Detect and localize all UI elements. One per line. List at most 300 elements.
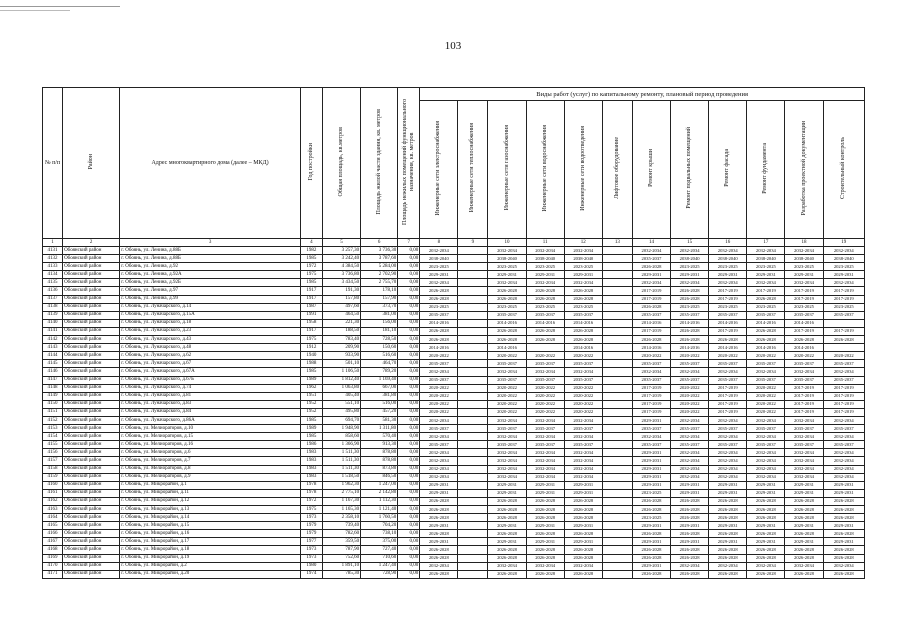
work-period-cell: 2035-2037 [823,425,864,433]
year-cell: 1985 [300,255,322,263]
header-work-label: Инженерные сети водоснабжения [541,124,548,212]
work-period-cell: 2032-2034 [526,368,564,376]
work-period-cell [602,400,632,408]
row-number-cell: 4154 [43,433,63,441]
year-cell: 1987 [300,303,322,311]
repair-plan-table [42,87,865,579]
work-period-cell: 2038-2040 [785,255,823,263]
work-period-cell: 2035-2037 [747,441,785,449]
work-period-cell: 2035-2037 [823,376,864,384]
work-period-cell: 2032-2034 [785,473,823,481]
work-period-cell: 2023-2025 [709,303,747,311]
year-cell: 1991 [300,311,322,319]
work-period-cell: 2026-2028 [420,530,458,538]
work-period-cell: 2032-2034 [823,247,864,255]
district-cell: Обоянский район [63,514,120,522]
header-nonresidential-area-label: Площадь нежилых помещений функционального назначения, кв. метров [401,98,415,225]
work-period-cell [458,344,488,352]
address-cell: г. Обоянь, ул. Микрорайон, д.11 [120,489,301,497]
work-period-cell: 2023-2025 [564,303,602,311]
work-period-cell: 2026-2028 [709,497,747,505]
living-area-cell: 727,40 [361,546,398,554]
living-area-cell: 150,60 [361,344,398,352]
work-period-cell: 2026-2028 [747,506,785,514]
work-period-cell: 2029-2031 [671,271,709,279]
column-number: 13 [602,239,632,247]
work-period-cell: 2026-2028 [823,506,864,514]
work-period-cell: 2032-2034 [823,368,864,376]
column-number: 12 [564,239,602,247]
work-period-cell: 2017-2019 [823,287,864,295]
work-period-cell [602,506,632,514]
district-cell: Обоянский район [63,376,120,384]
work-period-cell: 2026-2028 [785,554,823,562]
work-period-cell [602,562,632,570]
address-cell: г. Обоянь, ул. Луначарского, д.14 [120,303,301,311]
work-period-cell: 2029-2031 [785,489,823,497]
work-period-cell: 2020-2022 [632,352,670,360]
nonresidential-area-cell: 0,00 [398,263,420,271]
work-period-cell [458,497,488,505]
living-area-cell: 1 247,00 [361,481,398,489]
total-area-cell: 4 384,50 [322,263,360,271]
work-period-cell: 2026-2028 [747,546,785,554]
header-work [488,101,526,239]
work-period-cell: 2032-2034 [671,279,709,287]
header-nonresidential-area [398,88,420,239]
work-period-cell: 2035-2037 [564,441,602,449]
address-cell: г. Обоянь, ул. Луначарского, д.74 [120,384,301,392]
work-period-cell [458,425,488,433]
work-period-cell: 2020-2022 [747,384,785,392]
work-period-cell [602,554,632,562]
living-area-cell: 1 121,40 [361,506,398,514]
address-cell: г. Обоянь, ул. Луначарского, д.23 [120,327,301,335]
nonresidential-area-cell: 0,00 [398,481,420,489]
work-period-cell [602,489,632,497]
living-area-cell: 1 169,40 [361,376,398,384]
header-total-area [322,88,360,239]
work-period-cell: 2029-2031 [488,522,526,530]
header-row-top [43,88,865,101]
work-period-cell: 2026-2028 [488,546,526,554]
total-area-cell: 739,40 [322,522,360,530]
work-period-cell: 2017-2019 [709,287,747,295]
work-period-cell: 2026-2028 [632,497,670,505]
work-period-cell: 2032-2034 [564,562,602,570]
nonresidential-area-cell: 0,00 [398,514,420,522]
work-period-cell: 2026-2028 [526,327,564,335]
year-cell: 1979 [300,522,322,530]
work-period-cell: 2026-2028 [488,336,526,344]
living-area-cell: 457,20 [361,408,398,416]
work-period-cell: 2035-2037 [526,425,564,433]
header-district-label: Район [87,153,94,170]
column-number: 10 [488,239,526,247]
work-period-cell: 2020-2022 [488,352,526,360]
table-row [43,425,865,433]
living-area-cell: 710,60 [361,554,398,562]
work-period-cell: 2017-2019 [709,392,747,400]
work-period-cell [458,530,488,538]
work-period-cell: 2032-2034 [632,279,670,287]
work-period-cell: 2032-2034 [420,562,458,570]
work-period-cell: 2032-2034 [526,473,564,481]
work-period-cell: 2020-2022 [747,352,785,360]
work-period-cell: 2020-2022 [785,352,823,360]
total-area-cell: 1 167,30 [322,497,360,505]
work-period-cell [602,514,632,522]
work-period-cell: 2026-2028 [526,554,564,562]
work-period-cell: 2035-2037 [632,441,670,449]
district-cell: Обоянский район [63,489,120,497]
work-period-cell [602,441,632,449]
work-period-cell: 2035-2037 [747,360,785,368]
header-work-label: Ремонт фундамента [762,142,769,194]
work-period-cell: 2035-2037 [564,376,602,384]
nonresidential-area-cell: 0,00 [398,506,420,514]
work-period-cell: 2032-2034 [747,457,785,465]
work-period-cell: 2029-2031 [823,489,864,497]
work-period-cell: 2035-2037 [671,441,709,449]
total-area-cell: 694,70 [322,416,360,424]
work-period-cell: 2026-2028 [747,336,785,344]
work-period-cell [458,287,488,295]
work-period-cell [458,376,488,384]
work-period-cell: 2023-2025 [632,514,670,522]
work-period-cell: 2032-2034 [709,247,747,255]
table-row [43,336,865,344]
year-cell: 1983 [300,465,322,473]
work-period-cell: 2026-2028 [747,295,785,303]
work-period-cell: 2032-2034 [709,368,747,376]
work-period-cell [602,384,632,392]
work-period-cell: 2023-2025 [564,263,602,271]
work-period-cell: 2032-2034 [632,247,670,255]
nonresidential-area-cell: 0,00 [398,311,420,319]
work-period-cell: 2032-2034 [709,416,747,424]
work-period-cell: 2032-2034 [709,562,747,570]
living-area-cell: 878,80 [361,457,398,465]
table-row [43,400,865,408]
work-period-cell: 2017-2019 [632,327,670,335]
table-row [43,570,865,578]
work-period-cell: 2029-2031 [526,481,564,489]
year-cell: 1977 [300,538,322,546]
nonresidential-area-cell: 0,00 [398,255,420,263]
work-period-cell: 2032-2034 [671,247,709,255]
work-period-cell: 2032-2034 [420,247,458,255]
nonresidential-area-cell: 0,00 [398,319,420,327]
header-work [458,101,488,239]
year-cell: 1974 [300,570,322,578]
work-period-cell: 2032-2034 [785,433,823,441]
work-period-cell: 2026-2028 [564,336,602,344]
address-cell: г. Обоянь, ул. Луначарского, д.43 [120,336,301,344]
work-period-cell: 2032-2034 [747,562,785,570]
nonresidential-area-cell: 0,00 [398,497,420,505]
district-cell: Обоянский район [63,319,120,327]
living-area-cell: 2 702,90 [361,271,398,279]
work-period-cell: 2029-2031 [709,489,747,497]
work-period-cell: 2014-2016 [671,344,709,352]
work-period-cell: 2014-2016 [785,344,823,352]
work-period-cell: 2035-2037 [420,425,458,433]
work-period-cell: 2035-2037 [785,376,823,384]
table-row [43,457,865,465]
address-cell: г. Обоянь, ул. Луначарского, д.15А [120,311,301,319]
work-period-cell: 2026-2028 [526,530,564,538]
district-cell: Обоянский район [63,263,120,271]
work-period-cell [602,497,632,505]
work-period-cell: 2026-2028 [564,554,602,562]
work-period-cell: 2017-2019 [709,384,747,392]
work-period-cell: 2026-2028 [823,554,864,562]
work-period-cell: 2020-2022 [671,352,709,360]
district-cell: Обоянский район [63,473,120,481]
district-cell: Обоянский район [63,360,120,368]
work-period-cell: 2032-2034 [420,279,458,287]
work-period-cell: 2029-2031 [420,271,458,279]
work-period-cell: 2029-2031 [526,522,564,530]
header-work [709,101,747,239]
work-period-cell: 2026-2028 [671,554,709,562]
work-period-cell: 2017-2019 [823,392,864,400]
total-area-cell: 157,80 [322,295,360,303]
year-cell: 1975 [300,271,322,279]
district-cell: Обоянский район [63,562,120,570]
work-period-cell [602,263,632,271]
work-period-cell [458,352,488,360]
work-period-cell: 2026-2028 [420,554,458,562]
row-number-cell: 4169 [43,554,63,562]
header-work [632,101,670,239]
work-period-cell [602,352,632,360]
row-number-cell: 4148 [43,384,63,392]
row-number-cell: 4163 [43,506,63,514]
living-area-cell: 2 755,70 [361,279,398,287]
address-cell: г. Обоянь, ул. Мелиораторов, д.7 [120,457,301,465]
nonresidential-area-cell: 0,00 [398,522,420,530]
row-number-cell: 4137 [43,295,63,303]
district-cell: Обоянский район [63,344,120,352]
district-cell: Обоянский район [63,497,120,505]
work-period-cell: 2038-2040 [747,255,785,263]
year-cell: 1952 [300,400,322,408]
work-period-cell: 2026-2028 [526,546,564,554]
table-row [43,263,865,271]
living-area-cell: 1 760,50 [361,514,398,522]
column-number: 2 [63,239,120,247]
living-area-cell: 516,60 [361,352,398,360]
header-work [785,101,823,239]
work-period-cell: 2032-2034 [709,465,747,473]
nonresidential-area-cell: 0,00 [398,425,420,433]
address-cell: г. Обоянь, ул. Микрорайон, д.17 [120,538,301,546]
row-number-cell: 4142 [43,336,63,344]
work-period-cell: 2026-2028 [709,546,747,554]
header-work [602,101,632,239]
living-area-cell: 464,70 [361,360,398,368]
work-period-cell: 2032-2034 [526,279,564,287]
district-cell: Обоянский район [63,400,120,408]
work-period-cell: 2038-2040 [671,255,709,263]
work-period-cell [458,368,488,376]
address-cell: г. Обоянь, ул. Луначарского, д.48 [120,344,301,352]
work-period-cell [458,433,488,441]
year-cell: 1980 [300,562,322,570]
work-period-cell: 2026-2028 [488,514,526,522]
column-number: 19 [823,239,864,247]
work-period-cell: 2026-2028 [632,570,670,578]
work-period-cell: 2032-2034 [823,457,864,465]
work-period-cell: 2029-2031 [488,538,526,546]
work-period-cell: 2014-2016 [671,319,709,327]
work-period-cell: 2020-2022 [564,408,602,416]
work-period-cell: 2032-2034 [823,279,864,287]
work-period-cell: 2029-2031 [632,481,670,489]
work-period-cell: 2017-2019 [785,287,823,295]
nonresidential-area-cell: 0,00 [398,360,420,368]
living-area-cell: 3 787,60 [361,255,398,263]
work-period-cell: 2032-2034 [488,368,526,376]
work-period-cell: 2026-2028 [785,530,823,538]
work-period-cell [602,481,632,489]
table-row [43,360,865,368]
living-area-cell: 846,50 [361,473,398,481]
total-area-cell: 1 511,30 [322,457,360,465]
work-period-cell: 2032-2034 [526,457,564,465]
district-cell: Обоянский район [63,327,120,335]
work-period-cell: 2026-2028 [488,327,526,335]
nonresidential-area-cell: 0,00 [398,433,420,441]
address-cell: г. Обоянь, ул. Мелиораторов, д.6 [120,449,301,457]
work-period-cell: 2017-2019 [709,327,747,335]
living-area-cell: 704,20 [361,522,398,530]
work-period-cell: 2014-2016 [564,319,602,327]
work-period-cell: 2032-2034 [671,416,709,424]
work-period-cell: 2029-2031 [785,481,823,489]
work-period-cell: 2035-2037 [420,311,458,319]
work-period-cell: 2020-2022 [564,392,602,400]
work-period-cell [602,392,632,400]
work-period-cell: 2026-2028 [632,554,670,562]
district-cell: Обоянский район [63,279,120,287]
nonresidential-area-cell: 0,00 [398,287,420,295]
address-cell: г. Обоянь, ул. Микрорайон, д.15 [120,522,301,530]
row-number-cell: 4133 [43,263,63,271]
work-period-cell [602,336,632,344]
work-period-cell: 2032-2034 [564,247,602,255]
table-row [43,255,865,263]
work-period-cell: 2026-2028 [564,514,602,522]
work-period-cell [602,344,632,352]
work-period-cell: 2017-2019 [785,408,823,416]
work-period-cell: 2014-2016 [785,319,823,327]
work-period-cell: 2038-2040 [488,255,526,263]
header-district [63,88,120,239]
total-area-cell: 3 242,40 [322,255,360,263]
district-cell: Обоянский район [63,416,120,424]
work-period-cell: 2020-2022 [747,392,785,400]
nonresidential-area-cell: 0,00 [398,368,420,376]
year-cell: 1983 [300,457,322,465]
work-period-cell: 2035-2037 [632,360,670,368]
work-period-cell: 2032-2034 [488,416,526,424]
work-period-cell: 2035-2037 [709,425,747,433]
work-period-cell: 2032-2034 [526,416,564,424]
work-period-cell: 2032-2034 [785,368,823,376]
work-period-cell: 2032-2034 [564,457,602,465]
scan-artifact-line [0,10,70,11]
table-row [43,433,865,441]
year-cell: 1962 [300,384,322,392]
header-work [747,101,785,239]
district-cell: Обоянский район [63,441,120,449]
work-period-cell [602,408,632,416]
row-number-cell: 4153 [43,425,63,433]
row-number-cell: 4170 [43,562,63,570]
work-period-cell: 2020-2022 [420,408,458,416]
work-period-cell: 2026-2028 [488,506,526,514]
work-period-cell: 2035-2037 [564,311,602,319]
total-area-cell: 858,60 [322,433,360,441]
address-cell: г. Обоянь, ул. Ленина, д.88Б [120,247,301,255]
work-period-cell: 2026-2028 [671,546,709,554]
work-period-cell [458,514,488,522]
nonresidential-area-cell: 0,00 [398,562,420,570]
work-period-cell: 2026-2028 [488,497,526,505]
row-number-cell: 4135 [43,279,63,287]
work-period-cell: 2032-2034 [671,562,709,570]
work-period-cell: 2026-2028 [632,506,670,514]
table-row [43,514,865,522]
address-cell: г. Обоянь, ул. Микрорайон, д.13 [120,506,301,514]
work-period-cell: 2032-2034 [564,368,602,376]
work-period-cell: 2029-2031 [671,538,709,546]
living-area-cell: 667,00 [361,384,398,392]
work-period-cell: 2023-2025 [747,303,785,311]
work-period-cell: 2035-2037 [709,360,747,368]
work-period-cell: 2035-2037 [823,441,864,449]
work-period-cell: 2035-2037 [671,311,709,319]
district-cell: Обоянский район [63,287,120,295]
work-period-cell: 2032-2034 [526,247,564,255]
year-cell: 1983 [300,449,322,457]
district-cell: Обоянский район [63,433,120,441]
work-period-cell [458,473,488,481]
district-cell: Обоянский район [63,271,120,279]
year-cell: 1989 [300,425,322,433]
work-period-cell: 2032-2034 [564,473,602,481]
work-period-cell [602,368,632,376]
district-cell: Обоянский район [63,295,120,303]
work-period-cell: 2035-2037 [785,311,823,319]
row-number-cell: 4146 [43,368,63,376]
work-period-cell: 2023-2025 [488,303,526,311]
work-period-cell: 2032-2034 [823,416,864,424]
nonresidential-area-cell: 0,00 [398,303,420,311]
work-period-cell: 2026-2028 [420,287,458,295]
nonresidential-area-cell: 0,00 [398,408,420,416]
work-period-cell: 2029-2031 [823,538,864,546]
column-number: 6 [361,239,398,247]
work-period-cell: 2026-2028 [420,497,458,505]
living-area-cell: 728,90 [361,570,398,578]
work-period-cell: 2026-2028 [526,497,564,505]
year-cell: 1973 [300,514,322,522]
row-number-cell: 4149 [43,392,63,400]
